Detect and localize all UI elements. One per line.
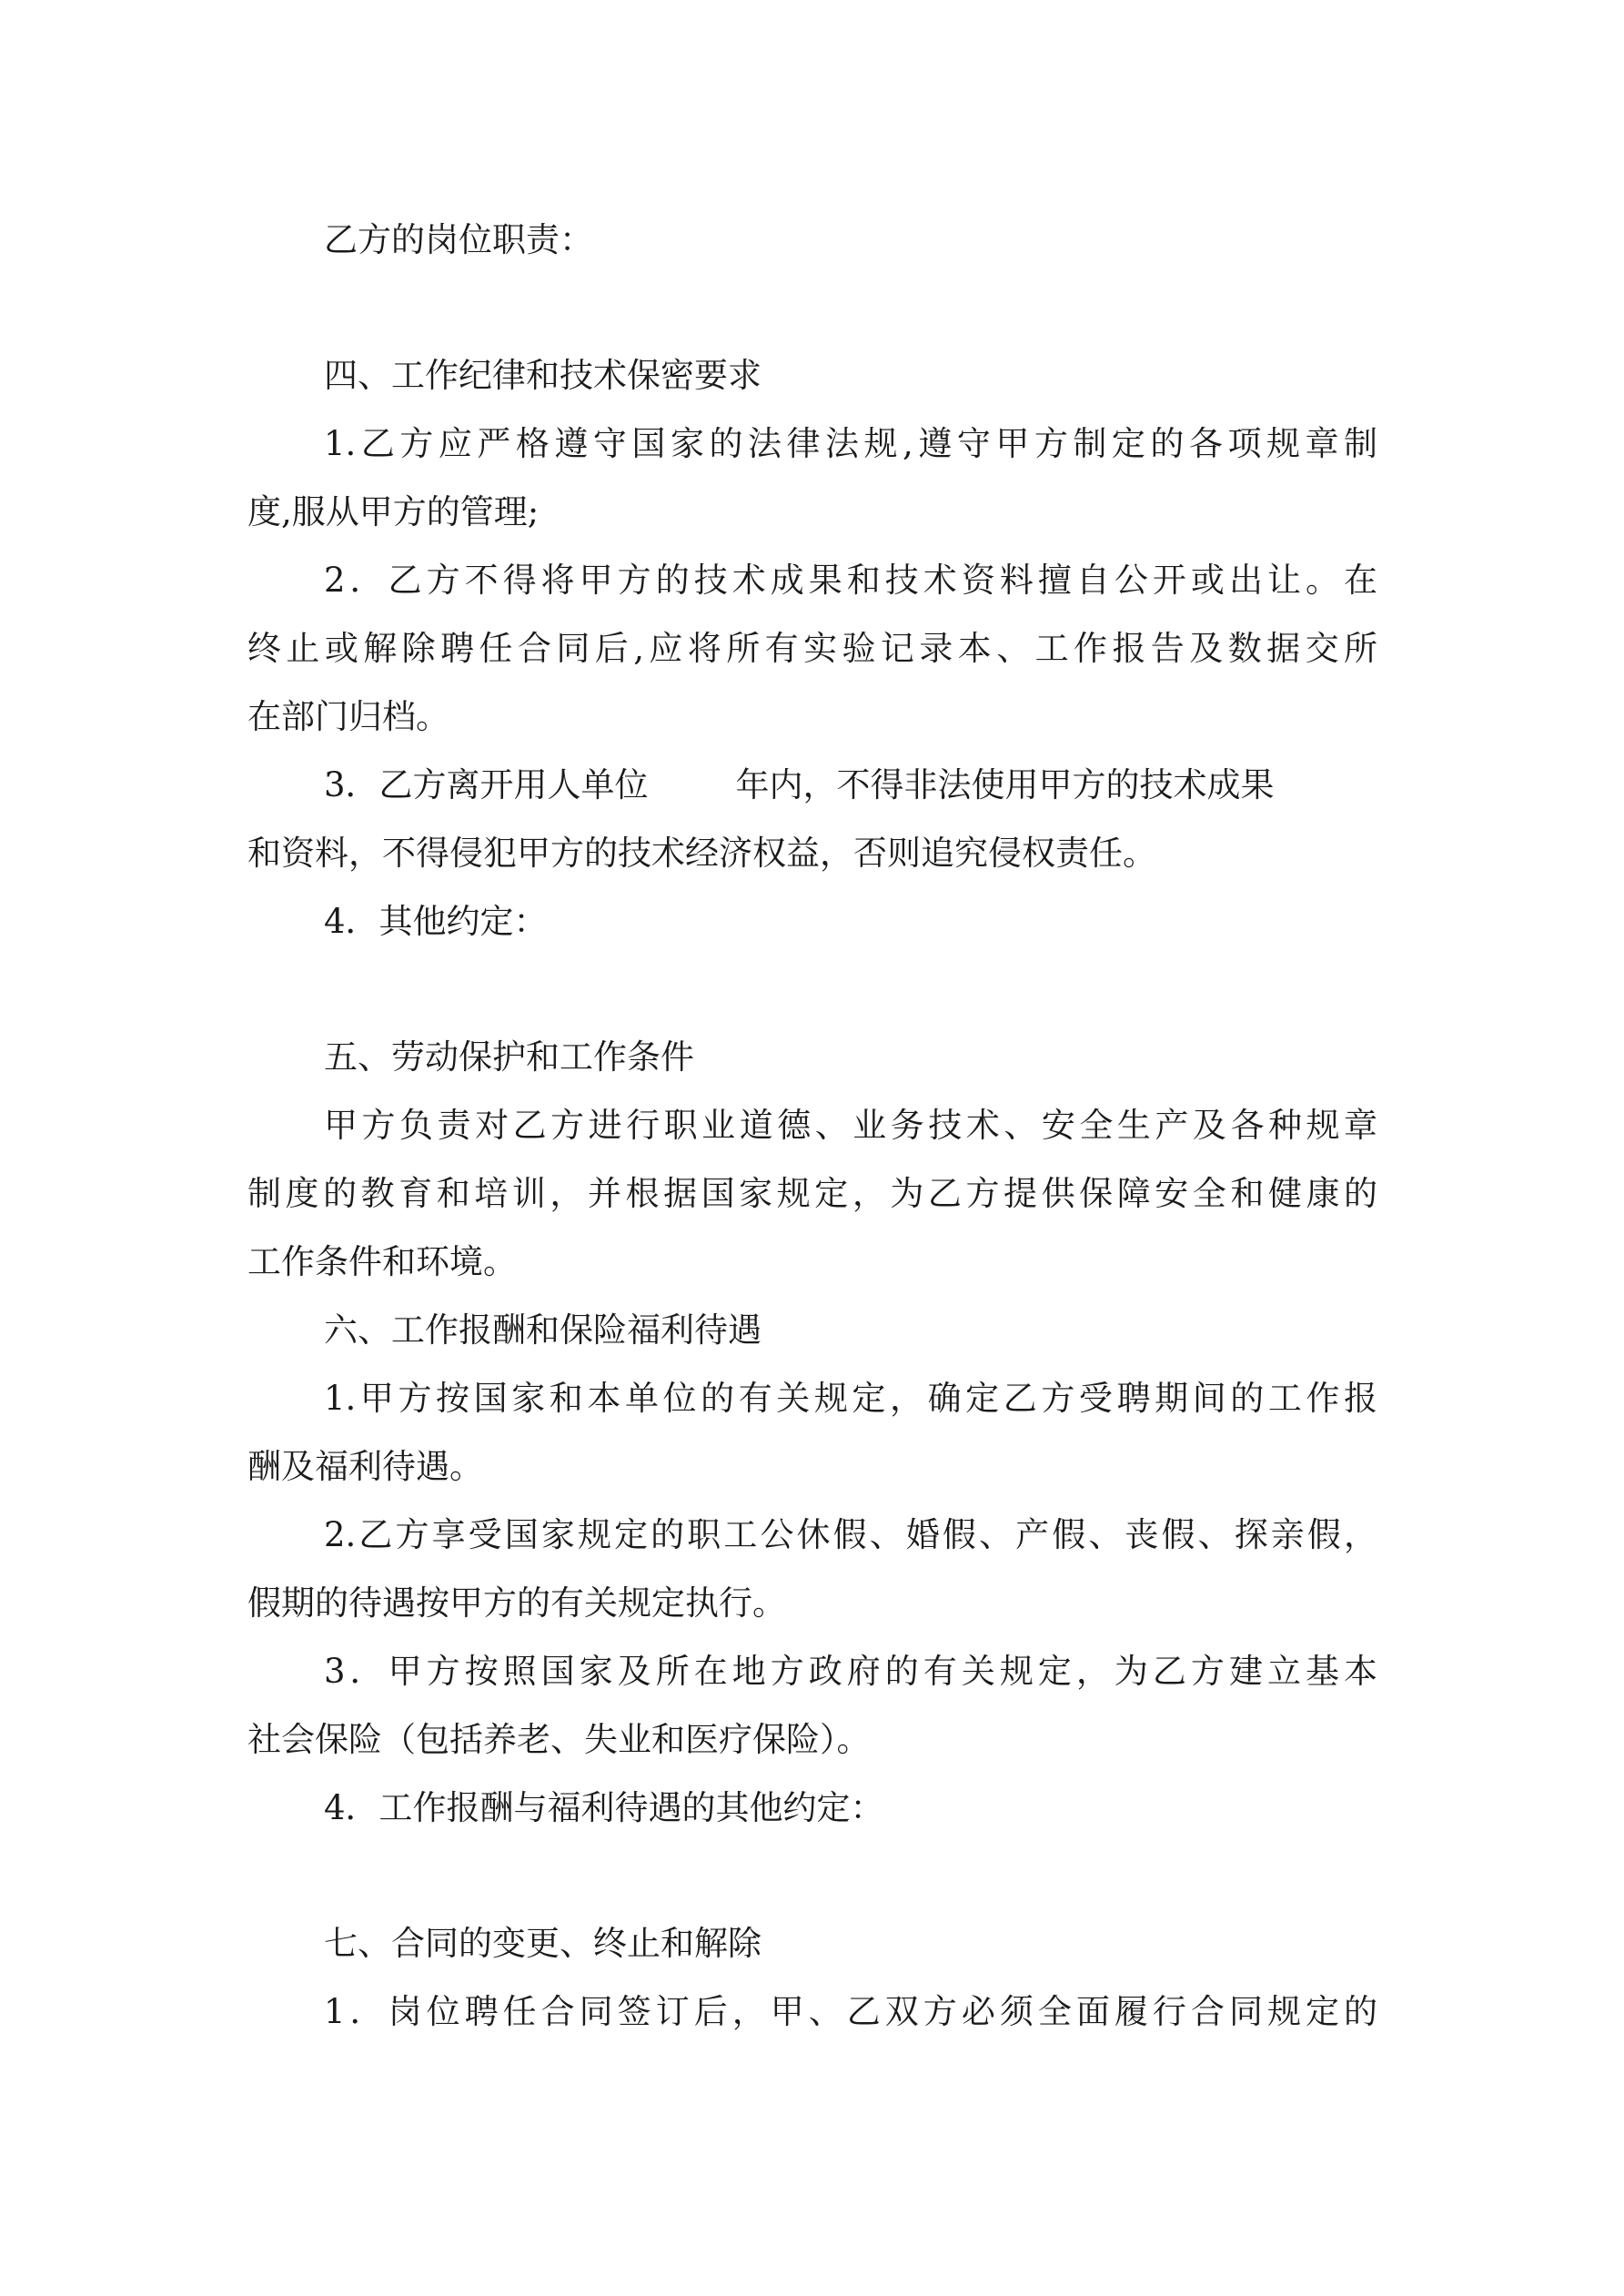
section-4-clause-2-line-1: 2．乙方不得将甲方的技术成果和技术资料擅自公开或出让。在 <box>324 561 1377 600</box>
section-6-clause-1-line-2: 酬及福利待遇。 <box>247 1447 483 1486</box>
section-4-clause-3-line-1 <box>324 762 1275 809</box>
clause-3-lead: 3．乙方离开用人单位 <box>324 765 649 804</box>
section-4-clause-1-line-2: 度,服从甲方的管理; <box>247 492 540 531</box>
section-6-clause-1-line-1: 1.甲方按国家和本单位的有关规定，确定乙方受聘期间的工作报 <box>324 1379 1377 1418</box>
section-6-clause-2-line-1: 2.乙方享受国家规定的职工公休假、婚假、产假、丧假、探亲假， <box>324 1515 1377 1554</box>
section-6-clause-3-line-1: 3．甲方按照国家及所在地方政府的有关规定，为乙方建立基本 <box>324 1652 1377 1691</box>
section-4-clause-4: 4．其他约定： <box>324 902 548 941</box>
section-7-heading: 七、合同的变更、终止和解除 <box>324 1924 762 1963</box>
section-4-clause-1-line-1: 1.乙方应严格遵守国家的法律法规,遵守甲方制定的各项规章制 <box>324 424 1377 463</box>
section-6-clause-2-line-2: 假期的待遇按甲方的有关规定执行。 <box>247 1583 786 1623</box>
section-6-clause-4: 4．工作报酬与福利待遇的其他约定： <box>324 1788 884 1827</box>
section-4-clause-3-line-2: 和资料，不得侵犯甲方的技术经济权益，否则追究侵权责任。 <box>247 834 1156 873</box>
section-6-clause-3-line-2: 社会保险（包括养老、失业和医疗保险）。 <box>247 1720 871 1759</box>
clause-3-rest: 年内，不得非法使用甲方的技术成果 <box>735 765 1275 804</box>
section-5-heading: 五、劳动保护和工作条件 <box>324 1037 694 1077</box>
section-7-clause-1-line-1: 1．岗位聘任合同签订后，甲、乙双方必须全面履行合同规定的 <box>324 1992 1377 2031</box>
job-duties-line: 乙方的岗位职责： <box>324 220 593 259</box>
section-6-heading: 六、工作报酬和保险福利待遇 <box>324 1310 762 1350</box>
section-4-clause-2-line-2: 终止或解除聘任合同后,应将所有实验记录本、工作报告及数据交所 <box>247 629 1377 668</box>
section-5-para-line-3: 工作条件和环境。 <box>247 1242 517 1281</box>
section-5-para-line-2: 制度的教育和培训，并根据国家规定，为乙方提供保障安全和健康的 <box>247 1174 1377 1213</box>
section-5-para-line-1: 甲方负责对乙方进行职业道德、业务技术、安全生产及各种规章 <box>324 1106 1377 1145</box>
section-4-heading: 四、工作纪律和技术保密要求 <box>324 356 762 395</box>
section-4-clause-2-line-3: 在部门归档。 <box>247 697 449 736</box>
